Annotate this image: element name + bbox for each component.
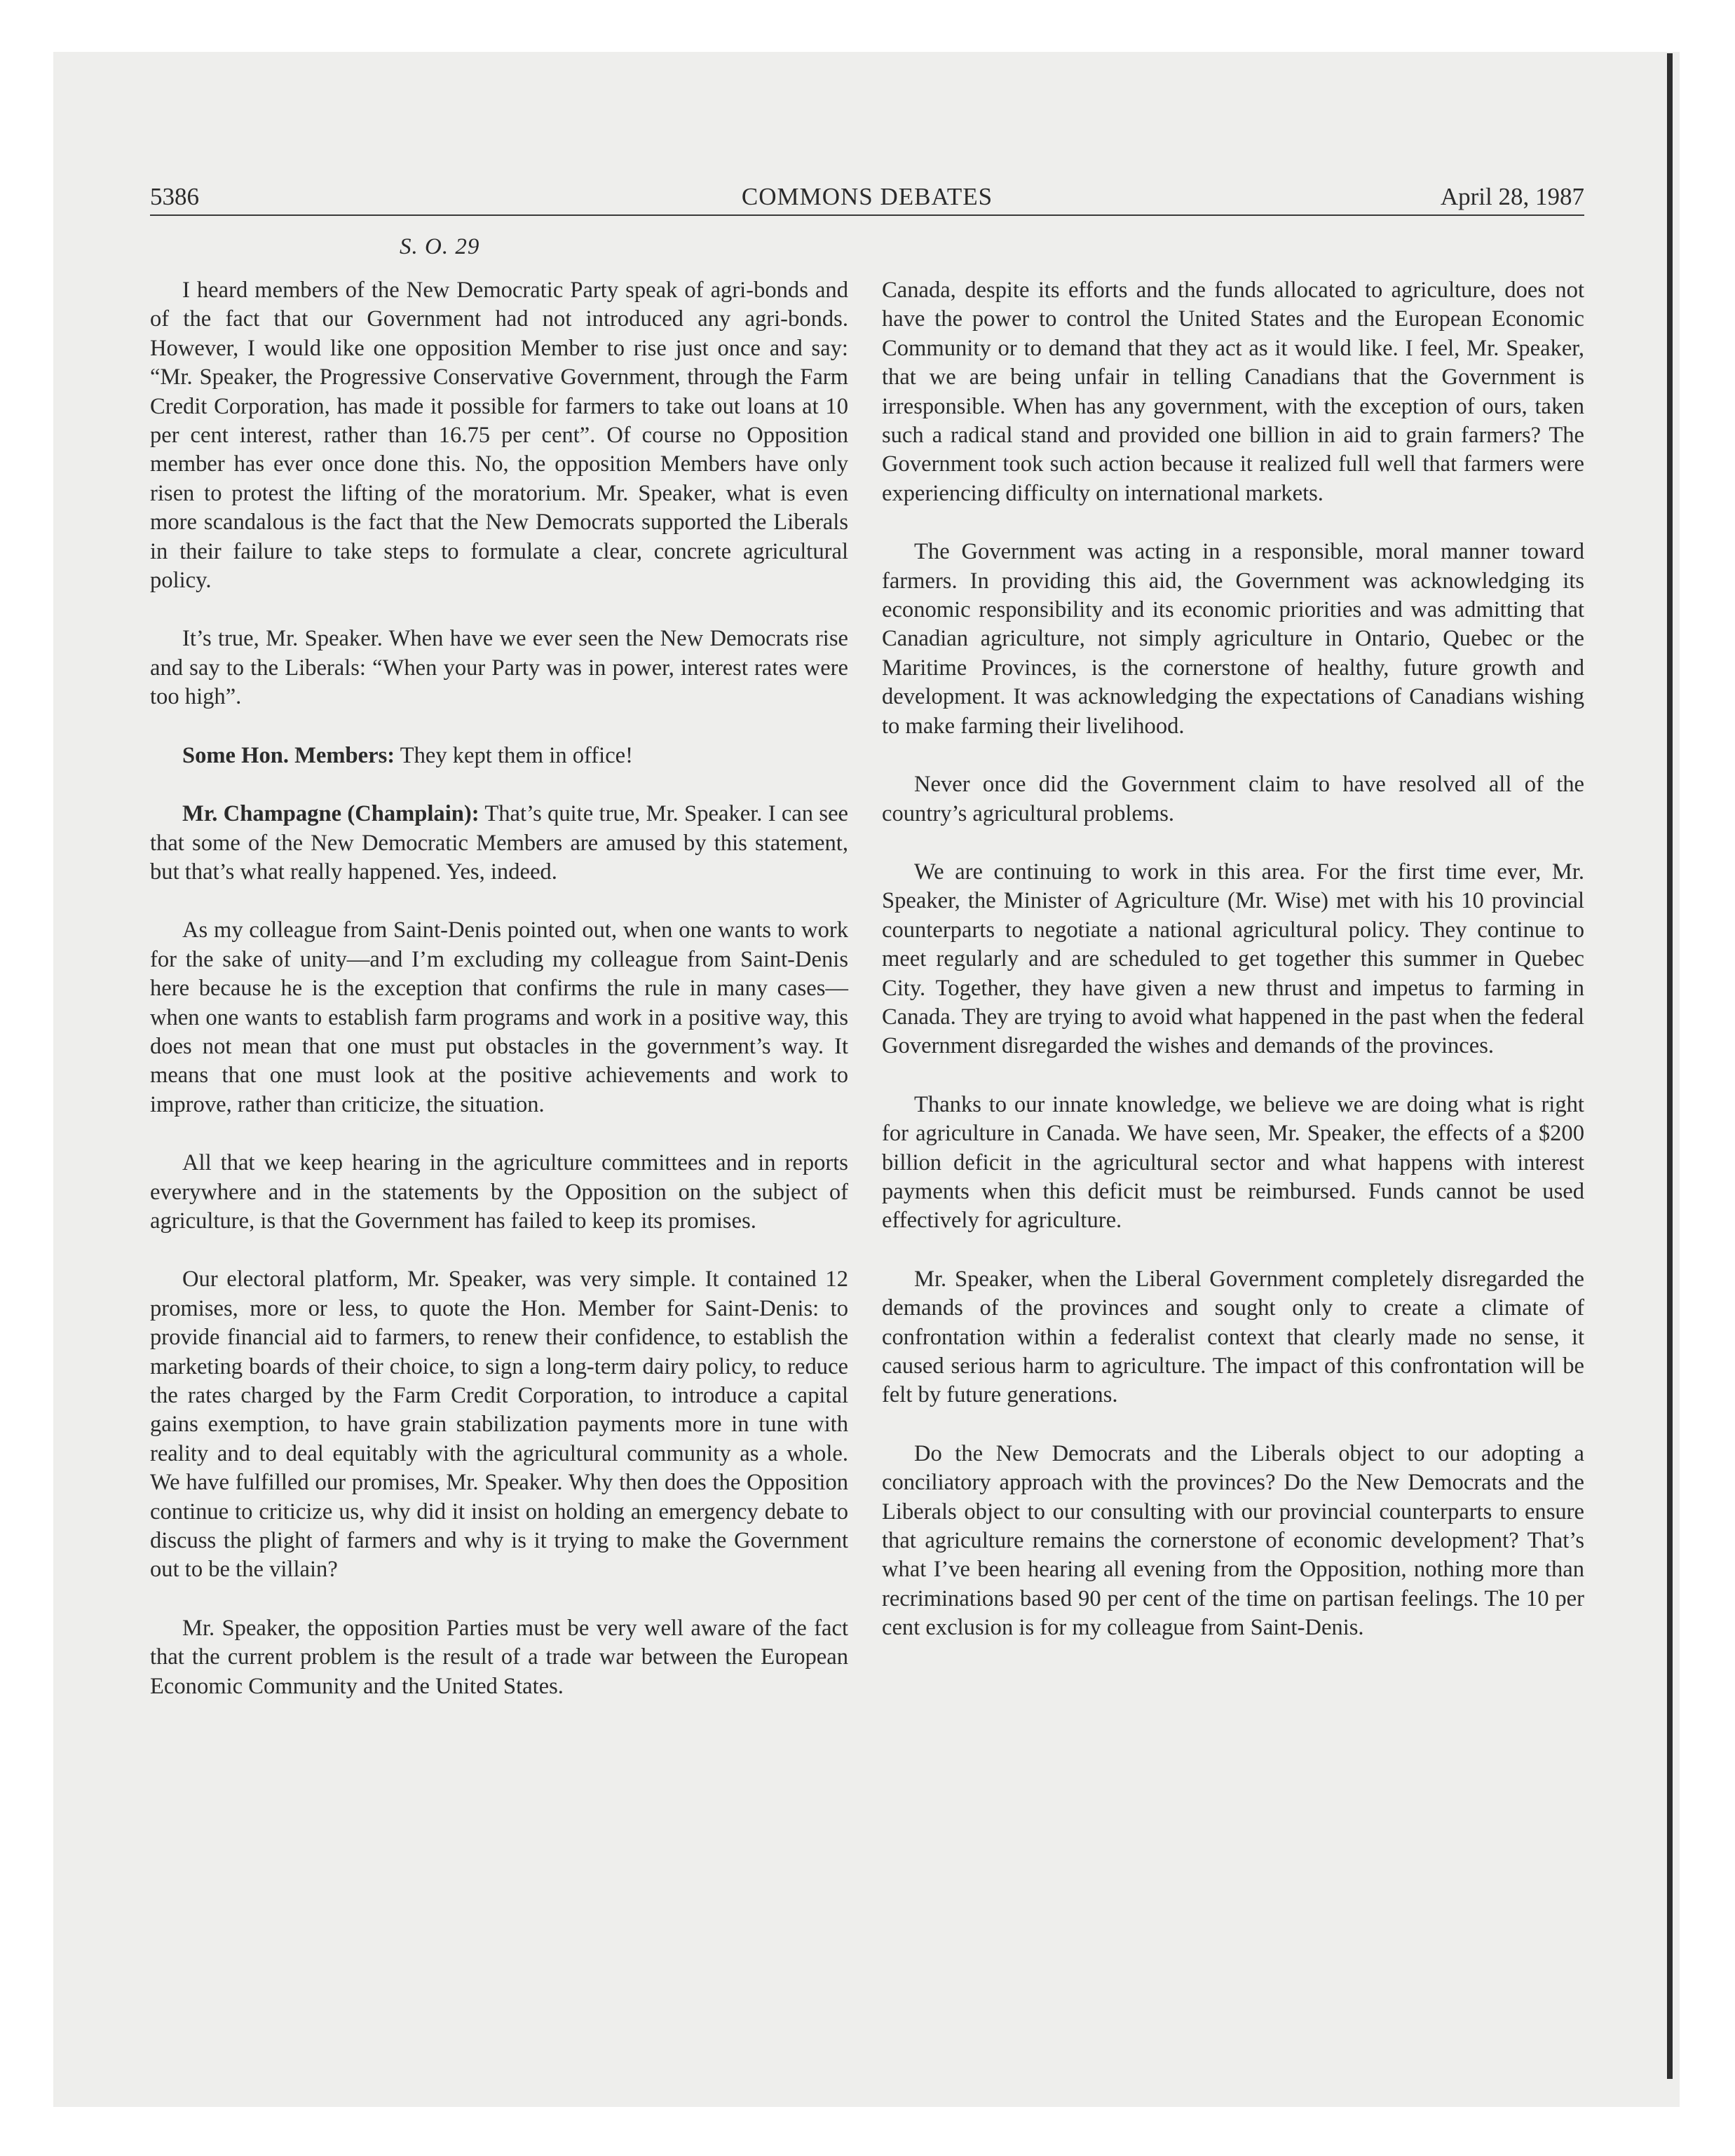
speaker-name: Mr. Champagne (Champlain):: [182, 801, 479, 827]
paragraph: [150, 1149, 848, 1236]
paragraph-text: Mr. Speaker, when the Liberal Government completely disregarded the demands of the provinces and sought only to create a climate of confrontation within a federalist context that clearly made no sense, it caused serious harm to agriculture. The impact of this confrontation will be felt by future generations.: [882, 1266, 1584, 1408]
paragraph-text: They kept them in office!: [395, 742, 633, 768]
paragraph-text: It’s true, Mr. Speaker. When have we ever seen the New Democrats rise and say to the Liberals: “When your Party was in power, interest rates were too high”.: [150, 626, 848, 710]
publication-title: COMMONS DEBATES: [741, 183, 993, 210]
paragraph: [882, 276, 1584, 508]
paragraph-text: Canada, despite its efforts and the funds allocated to agriculture, does not have the power to control the United States and the European Economic Community or to demand that they act as it would like. I feel, Mr. Speaker, that we are being unfair in telling Canadians that the Government is irresponsible. When has any government, with the exception of ours, taken such a radical stand and provided one billion in aid to grain farmers? The Government took such action because it realized full well that farmers were experiencing difficulty on international markets.: [882, 278, 1584, 506]
paragraph: [150, 1614, 848, 1701]
paragraph-text: As my colleague from Saint-Denis pointed out, when one wants to work for the sake of unity—and I’m excluding my colleague from Saint-Denis here because he is the exception that confirms the rule in many cases—when one wants to establish farm programs and work in a positive way, this does not mean that one must put obstacles in the government’s way. It means that one must look at the positive achievements and work to improve, rather than criticize, the situation.: [150, 917, 848, 1117]
paragraph-text: Never once did the Government claim to have resolved all of the country’s agricultural problems.: [882, 772, 1584, 826]
paragraph: [150, 742, 848, 770]
paragraph: [882, 770, 1584, 828]
paragraph: [150, 916, 848, 1119]
paragraph-text: Mr. Speaker, the opposition Parties must be very well aware of the fact that the current problem is the result of a trade war between the European Economic Community and the United States.: [150, 1615, 848, 1699]
issue-date: April 28, 1987: [1440, 183, 1584, 210]
section-label: S. O. 29: [400, 234, 480, 259]
header-rule: [150, 214, 1584, 216]
paragraph-text: Thanks to our innate knowledge, we believe we are doing what is right for agriculture in Canada. We have seen, Mr. Speaker, the effects of a $200 billion deficit in the agricultural sector and what happens with interest payments when this deficit must be reimbursed. Funds cannot be used effectively for agriculture.: [882, 1091, 1584, 1234]
paragraph: [150, 1265, 848, 1584]
paragraph: [882, 858, 1584, 1061]
paragraph: [150, 625, 848, 711]
paragraph-text: The Government was acting in a responsible, moral manner toward farmers. In providing this aid, the Government was acknowledging its economic responsibility and its economic priorities and was admitting that Canadian agriculture, not simply agriculture in Ontario, Quebec or the Maritime Provinces, is the cornerstone of healthy, future growth and development. It was acknowledging the expectations of Canadians wishing to make farming their livelihood.: [882, 539, 1584, 739]
page-number: 5386: [150, 183, 199, 210]
paragraph-text: Our electoral platform, Mr. Speaker, was very simple. It contained 12 promises, more or less, to quote the Hon. Member for Saint-Denis: to provide financial aid to farmers, to renew their confidence, to establish the marketing boards of their choice, to sign a long-term dairy policy, to reduce the rates charged by the Farm Credit Corporation, to introduce a capital gains exemption, to have grain stabilization payments more in tune with reality and to deal equitably with the agricultural community as a whole. We have fulfilled our promises, Mr. Speaker. Why then does the Opposition continue to criticize us, why did it insist on holding an emergency debate to discuss the plight of farmers and why is it trying to make the Government out to be the villain?: [150, 1267, 848, 1583]
page-header: [150, 181, 1584, 213]
paragraph-text: We are continuing to work in this area. For the first time ever, Mr. Speaker, the Minister of Agriculture (Mr. Wise) met with his 10 provincial counterparts to negotiate a national agricultural policy. They continue to meet regularly and are scheduled to get together this summer in Quebec City. Together, they have given a new thrust and impetus to farming in Canada. They are trying to avoid what happened in the past when the federal Government disregarded the wishes and demands of the provinces.: [882, 859, 1584, 1059]
speaker-name: Some Hon. Members:: [182, 742, 395, 768]
scan-edge-shadow: [1667, 53, 1673, 2079]
paragraph-text: All that we keep hearing in the agriculture committees and in reports everywhere and in the statements by the Opposition on the subject of agriculture, is that the Government has failed to keep its promises.: [150, 1150, 848, 1234]
right-column: [882, 276, 1584, 1672]
paragraph: [882, 1265, 1584, 1410]
paragraph: [150, 276, 848, 595]
paragraph-text: I heard members of the New Democratic Party speak of agri-bonds and of the fact that our Government had not introduced any agri-bonds. However, I would like one opposition Member to rise just once and say: “Mr. Speaker, the Progressive Conservative Government, through the Farm Credit Corporation, has made it possible for farmers to take out loans at 10 per cent interest, rather than 16.75 per cent”. Of course no Opposition member has ever once done this. No, the opposition Members have only risen to protest the lifting of the moratorium. Mr. Speaker, what is even more scandalous is the fact that the New Democrats supported the Liberals in their failure to take steps to formulate a clear, concrete agricultural policy.: [150, 278, 848, 594]
paragraph-text: Do the New Democrats and the Liberals object to our adopting a conciliatory approach with the provinces? Do the New Democrats and the Liberals object to our consulting with our provincial counterparts to ensure that agriculture remains the cornerstone of economic development? That’s what I’ve been hearing all evening from the Opposition, nothing more than recriminations based 90 per cent of the time on partisan feelings. The 10 per cent exclusion is for my colleague from Saint-Denis.: [882, 1440, 1584, 1641]
paragraph: [882, 1440, 1584, 1643]
left-column: [150, 276, 848, 1731]
paragraph-text: That’s quite true, Mr. Speaker. I can see that some of the New Democratic Members are amused by this statement, but that’s what really happened. Yes, indeed.: [150, 801, 848, 885]
paragraph: [150, 800, 848, 887]
paragraph: [882, 1091, 1584, 1236]
paragraph: [882, 538, 1584, 741]
